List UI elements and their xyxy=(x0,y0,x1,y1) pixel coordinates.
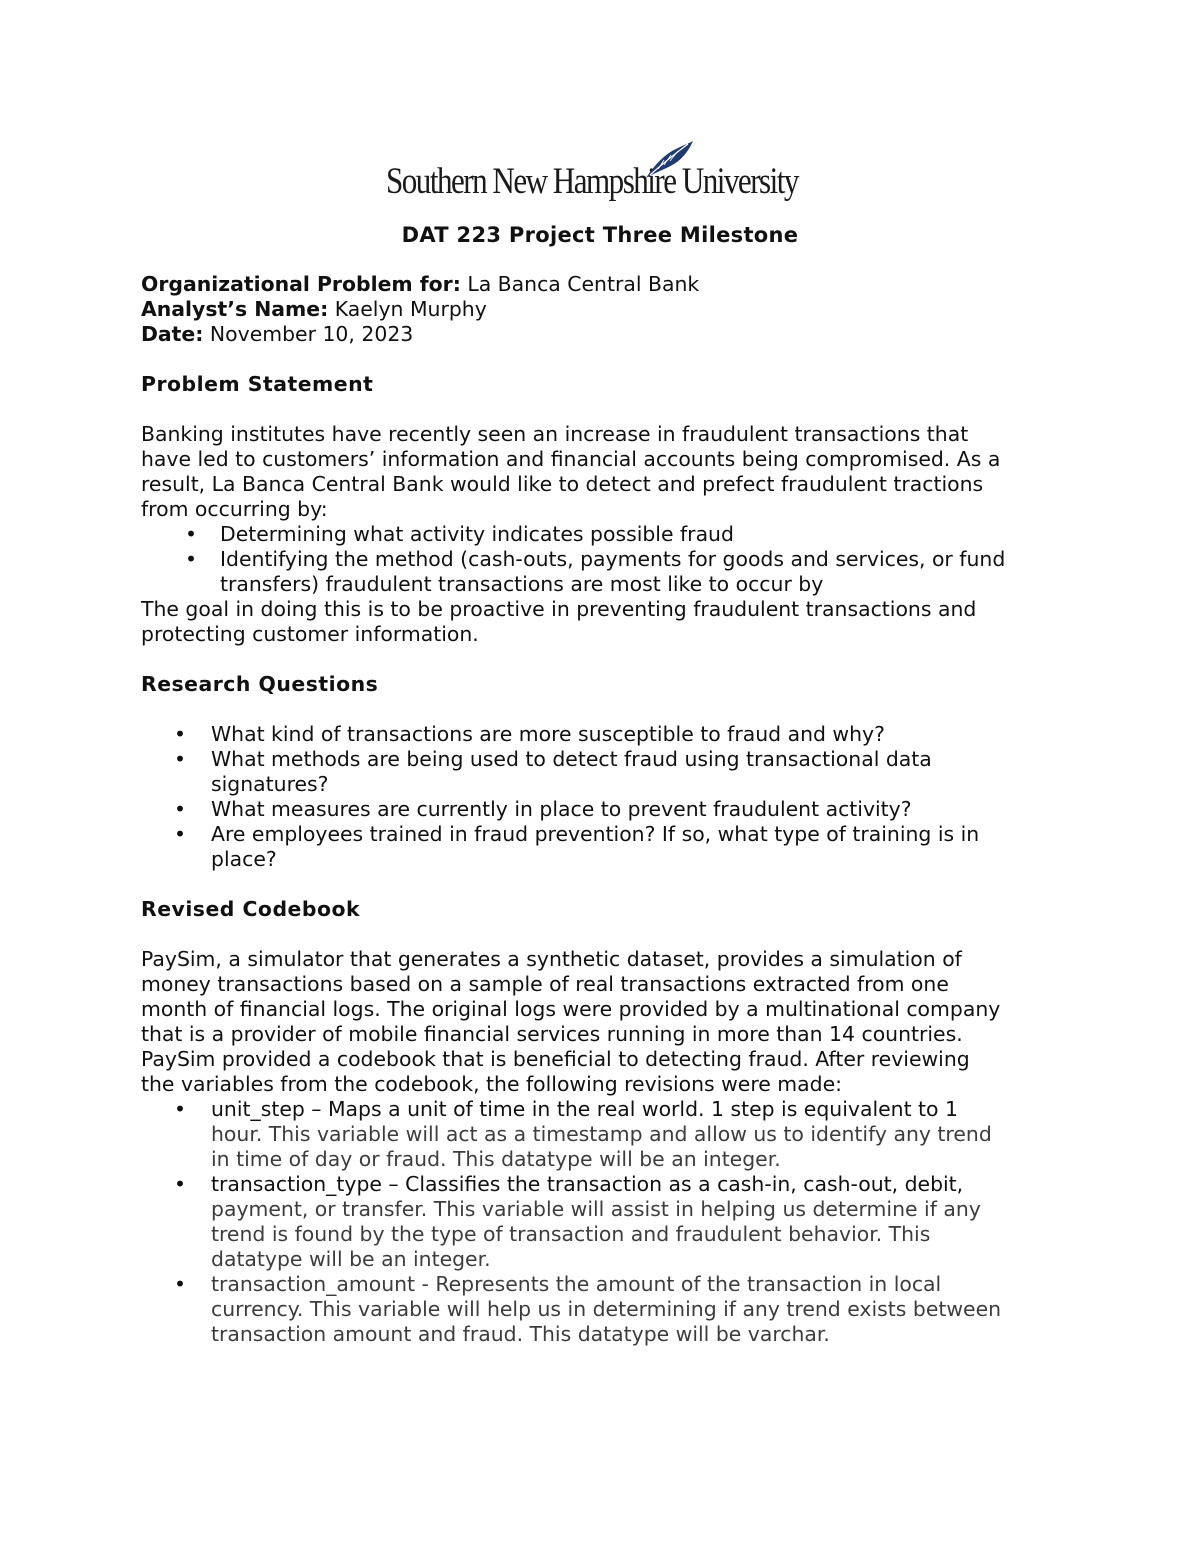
quill-feather-icon xyxy=(644,140,694,180)
document-body xyxy=(141,272,1061,1347)
list-item: • unit_step – Maps a unit of time in the real world. 1 step is equivalent to 1 hour. This variable will act as a timestamp and allow us to identify any trend in time of day or fraud. This datatype will be an integer. xyxy=(174,1097,992,1171)
paragraph-line: PaySim provided a codebook that is beneficial to detecting fraud. After reviewing xyxy=(141,1047,970,1071)
paragraph-line: Banking institutes have recently seen an increase in fraudulent transactions that xyxy=(141,422,969,446)
list-item: • transaction_amount - Represents the amount of the transaction in local currency. This variable will help us in determining if any trend exists between transaction amount and fraud. This datatype will be varchar. xyxy=(174,1272,1002,1346)
bullet-icon: • xyxy=(174,722,187,746)
list-item: • What methods are being used to detect fraud using transactional data signatures? xyxy=(174,747,932,796)
revised-codebook-heading: Revised Codebook xyxy=(141,897,361,921)
bullet-icon: • xyxy=(174,1272,187,1296)
paragraph-line: result, La Banca Central Bank would like to detect and prefect fraudulent tractions xyxy=(141,472,984,496)
paragraph-line: PaySim, a simulator that generates a synthetic dataset, provides a simulation of xyxy=(141,947,962,971)
bullet-icon: • xyxy=(174,822,187,846)
paragraph-line: that is a provider of mobile financial services running in more than 14 countries. xyxy=(141,1022,963,1046)
list-item: • Determining what activity indicates possible fraud xyxy=(185,522,734,546)
list-item: • What kind of transactions are more susceptible to fraud and why? xyxy=(174,722,885,746)
list-item: • Are employees trained in fraud prevention? If so, what type of training is in place? xyxy=(174,822,980,871)
problem-statement-heading: Problem Statement xyxy=(141,372,374,396)
bullet-icon: • xyxy=(174,747,187,771)
bullet-icon: • xyxy=(174,1097,187,1121)
bullet-icon: • xyxy=(185,522,198,546)
org-problem-line: Organizational Problem for: La Banca Central Bank xyxy=(141,272,700,296)
list-item: • transaction_type – Classifies the transaction as a cash-in, cash-out, debit, payment, or transfer. This variable will assist in helping us determine if any trend is found by the type of transaction and fraudulent behavior. This datatype will be an integer. xyxy=(174,1172,981,1271)
paragraph-line: protecting customer information. xyxy=(141,622,479,646)
bullet-icon: • xyxy=(174,797,187,821)
document-title: DAT 223 Project Three Milestone xyxy=(401,223,799,247)
analyst-line: Analyst’s Name: Kaelyn Murphy xyxy=(141,297,487,321)
paragraph-line: have led to customers’ information and financial accounts being compromised. As a xyxy=(141,447,1001,471)
university-logo xyxy=(386,140,816,208)
bullet-icon: • xyxy=(174,1172,187,1196)
date-line: Date: November 10, 2023 xyxy=(141,322,414,346)
paragraph-line: The goal in doing this is to be proactive in preventing fraudulent transactions and xyxy=(141,597,977,621)
logo-wordmark: Southern New Hampshire University xyxy=(386,161,798,202)
paragraph-line: from occurring by: xyxy=(141,497,328,521)
paragraph-line: the variables from the codebook, the following revisions were made: xyxy=(141,1072,843,1096)
list-item: • What measures are currently in place to prevent fraudulent activity? xyxy=(174,797,912,821)
research-questions-heading: Research Questions xyxy=(141,672,379,696)
paragraph-line: month of financial logs. The original logs were provided by a multinational company xyxy=(141,997,1001,1021)
list-item: • Identifying the method (cash-outs, payments for goods and services, or fund transfers) fraudulent transactions are most like to occur by xyxy=(185,547,1006,596)
bullet-icon: • xyxy=(185,547,198,571)
paragraph-line: money transactions based on a sample of real transactions extracted from one xyxy=(141,972,949,996)
